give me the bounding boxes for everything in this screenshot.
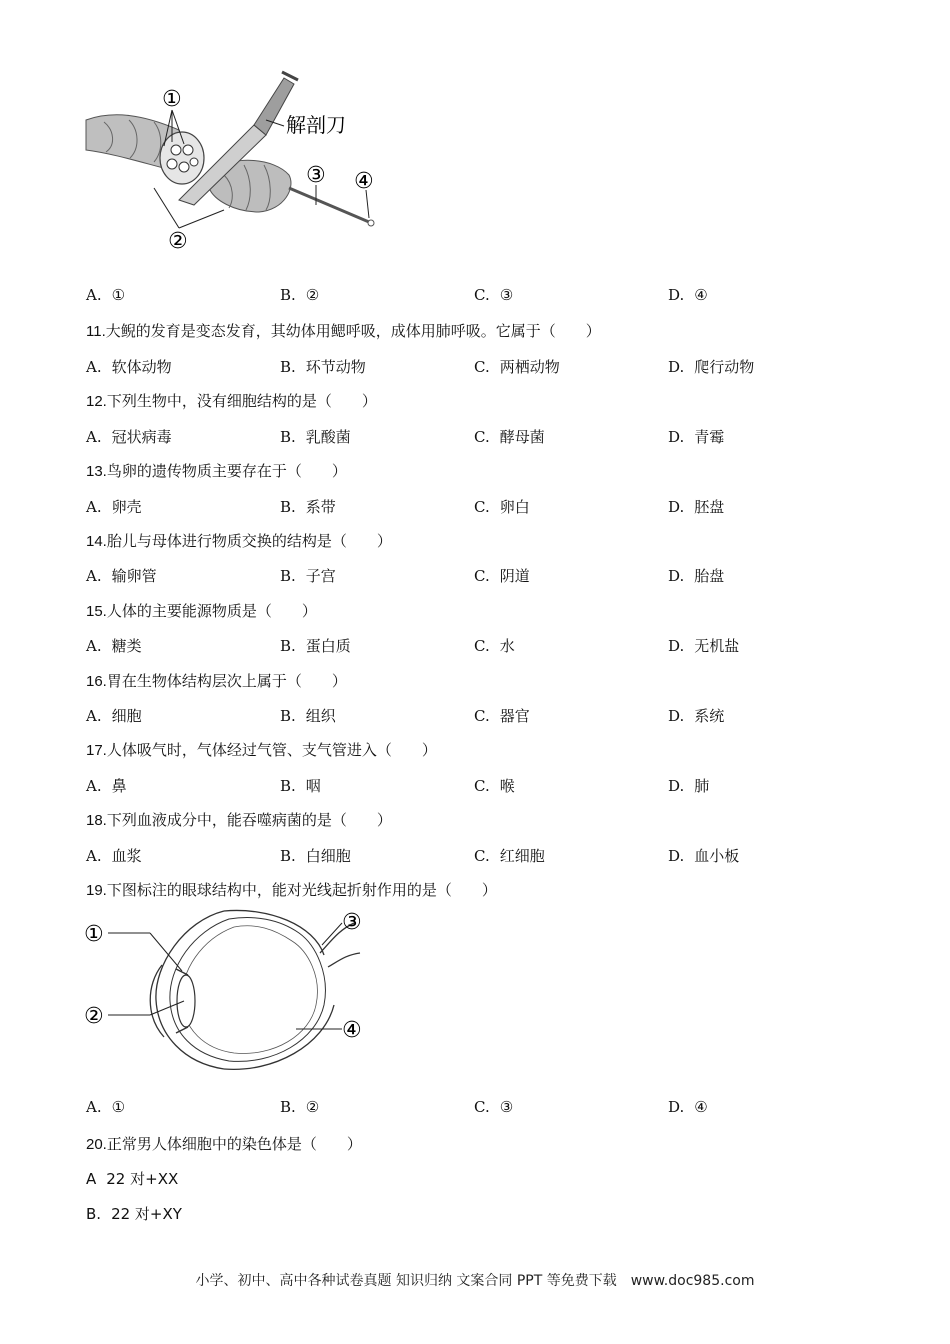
q14-option-b[interactable]: B. 子宫 <box>280 567 336 585</box>
figure1-marker-1: ① <box>162 87 182 112</box>
q12-options <box>86 426 876 448</box>
page-footer: 小学、初中、高中各种试卷真题 知识归纳 文案合同 PPT 等免费下载 www.doc985.com <box>195 1273 755 1289</box>
q16-option-c[interactable]: C. 器官 <box>474 707 530 725</box>
q12-option-d[interactable]: D. 青霉 <box>668 428 725 446</box>
q17-option-c[interactable]: C. 喉 <box>474 777 515 795</box>
q15-option-d[interactable]: D. 无机盐 <box>668 637 740 655</box>
q18-options <box>86 845 876 867</box>
q12-option-a[interactable]: A. 冠状病毒 <box>86 428 172 446</box>
q20-option-b[interactable]: B. 22 对+XY <box>86 1205 182 1223</box>
q10-options <box>86 286 876 308</box>
figure1-marker-2: ② <box>168 229 188 254</box>
q19-stem: 19.下图标注的眼球结构中，能对光线起折射作用的是（ ） <box>86 881 497 899</box>
q13-options <box>86 496 876 518</box>
eye-marker-4: ④ <box>342 1018 362 1043</box>
q19-option-b[interactable]: B. ② <box>280 1098 320 1116</box>
figure1-tool-label: 解剖刀 <box>286 113 346 137</box>
q13-option-d[interactable]: D. 胚盘 <box>668 498 725 516</box>
q17-option-d[interactable]: D. 肺 <box>668 777 710 795</box>
q13-option-b[interactable]: B. 系带 <box>280 498 336 516</box>
q16-option-a[interactable]: A. 细胞 <box>86 707 142 725</box>
q17-option-b[interactable]: B. 咽 <box>280 777 321 795</box>
q18-stem: 18.下列血液成分中，能吞噬病菌的是（ ） <box>86 811 392 829</box>
eye-marker-3: ③ <box>342 910 362 935</box>
q16-option-d[interactable]: D. 系统 <box>668 707 725 725</box>
q11-stem: 11.大鲵的发育是变态发育，其幼体用鳃呼吸，成体用肺呼吸。它属于（ ） <box>86 322 601 340</box>
q15-stem: 15.人体的主要能源物质是（ ） <box>86 602 317 620</box>
q18-option-b[interactable]: B. 白细胞 <box>280 847 351 865</box>
q11-option-c[interactable]: C. 两栖动物 <box>474 358 560 376</box>
q15-option-b[interactable]: B. 蛋白质 <box>280 637 351 655</box>
q14-options <box>86 565 876 587</box>
q17-options <box>86 775 876 797</box>
q19-option-c[interactable]: C. ③ <box>474 1098 514 1116</box>
q11-option-a[interactable]: A. 软体动物 <box>86 358 172 376</box>
figure1-marker-4: ④ <box>354 169 374 194</box>
q10-option-a[interactable]: A. ① <box>86 286 126 304</box>
q16-options <box>86 705 876 727</box>
flower-dissection-figure <box>84 70 384 255</box>
q18-option-d[interactable]: D. 血小板 <box>668 847 740 865</box>
figure1-marker-3: ③ <box>306 163 326 188</box>
q10-option-c[interactable]: C. ③ <box>474 286 514 304</box>
q12-option-c[interactable]: C. 酵母菌 <box>474 428 545 446</box>
q16-option-b[interactable]: B. 组织 <box>280 707 336 725</box>
q15-option-c[interactable]: C. 水 <box>474 637 515 655</box>
q19-options <box>86 1098 876 1120</box>
q15-option-a[interactable]: A. 糖类 <box>86 637 142 655</box>
eye-marker-2: ② <box>84 1004 104 1029</box>
eye-marker-1: ① <box>84 922 104 947</box>
q13-option-c[interactable]: C. 卵白 <box>474 498 530 516</box>
q14-option-c[interactable]: C. 阴道 <box>474 567 530 585</box>
q11-option-b[interactable]: B. 环节动物 <box>280 358 366 376</box>
q13-stem: 13.鸟卵的遗传物质主要存在于（ ） <box>86 462 347 480</box>
q10-option-d[interactable]: D. ④ <box>668 286 708 304</box>
q17-stem: 17.人体吸气时，气体经过气管、支气管进入（ ） <box>86 741 437 759</box>
q14-option-d[interactable]: D. 胎盘 <box>668 567 725 585</box>
q19-option-a[interactable]: A. ① <box>86 1098 126 1116</box>
q15-options <box>86 635 876 657</box>
q12-stem: 12.下列生物中，没有细胞结构的是（ ） <box>86 392 377 410</box>
q20-stem: 20.正常男人体细胞中的染色体是（ ） <box>86 1135 362 1153</box>
q13-option-a[interactable]: A. 卵壳 <box>86 498 142 516</box>
q11-options <box>86 356 876 378</box>
q18-option-a[interactable]: A. 血浆 <box>86 847 142 865</box>
q14-option-a[interactable]: A. 输卵管 <box>86 567 157 585</box>
q11-option-d[interactable]: D. 爬行动物 <box>668 358 755 376</box>
eyeball-figure <box>84 905 374 1075</box>
q20-option-a[interactable]: A 22 对+XX <box>86 1170 179 1188</box>
q18-option-c[interactable]: C. 红细胞 <box>474 847 545 865</box>
q14-stem: 14.胎儿与母体进行物质交换的结构是（ ） <box>86 532 392 550</box>
q10-option-b[interactable]: B. ② <box>280 286 320 304</box>
q16-stem: 16.胃在生物体结构层次上属于（ ） <box>86 672 347 690</box>
q12-option-b[interactable]: B. 乳酸菌 <box>280 428 351 446</box>
q19-option-d[interactable]: D. ④ <box>668 1098 708 1116</box>
q17-option-a[interactable]: A. 鼻 <box>86 777 127 795</box>
